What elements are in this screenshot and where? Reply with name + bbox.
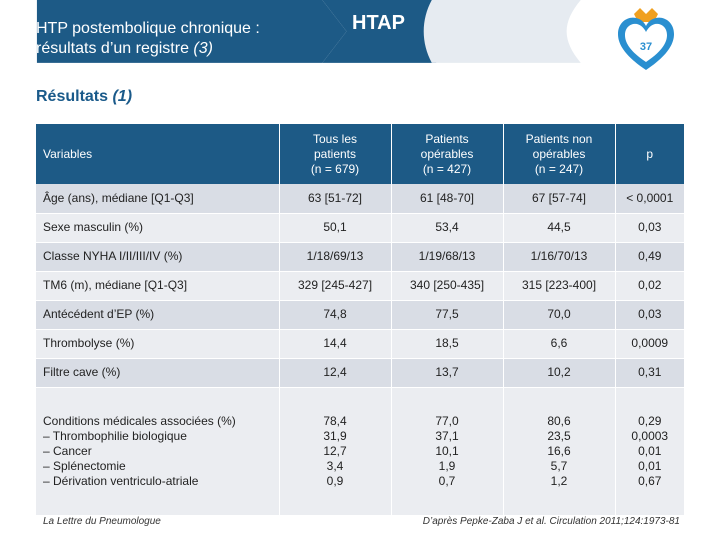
table-row-conditions [36,387,684,515]
cell-line: 77,0 [435,413,459,428]
cell-line: 37,1 [435,428,459,443]
cell-line: 0,29 [638,413,662,428]
cell-all: 50,1 [279,213,391,242]
cell-p: 0,03 [615,300,684,329]
cell-p: 0,31 [615,358,684,387]
slide-title-line2 [36,39,213,58]
cell-line: 5,7 [550,458,568,473]
cell-operable: 53,4 [391,213,503,242]
cell-all: 329 [245-427] [279,271,391,300]
table-row [36,242,684,271]
row-label: Filtre cave (%) [36,358,279,387]
cell-line: 1,2 [550,473,568,488]
cell-line: 0,01 [638,458,662,473]
cell-p: 0,02 [615,271,684,300]
cell-line: 80,6 [547,413,571,428]
section-heading [36,88,132,106]
cell-operable: 61 [48-70] [391,184,503,213]
table-row [36,213,684,242]
cell-inoperable: 67 [57-74] [503,184,615,213]
row-label-line: Conditions médicales associées (%) [43,413,236,428]
cell-line: 3,4 [326,458,344,473]
cell-line: 23,5 [547,428,571,443]
row-label: Antécédent d’EP (%) [36,300,279,329]
cell-inoperable: 10,2 [503,358,615,387]
cell-line: 0,0003 [631,428,669,443]
header-line: opérables [420,146,474,161]
row-label-line: – Dérivation ventriculo-atriale [43,473,199,488]
cell-line: 0,7 [438,473,456,488]
cell-all: 74,8 [279,300,391,329]
section-heading-ref: (1) [112,88,133,105]
cell-all: 63 [51-72] [279,184,391,213]
cell-operable: 77,5 [391,300,503,329]
table-row [36,300,684,329]
header-line: (n = 679) [310,161,360,176]
col-header-variables: Variables [36,124,279,184]
title-ref: (3) [193,40,213,57]
col-header-all [279,124,391,184]
cell-line: 0,9 [326,473,344,488]
row-label: TM6 (m), médiane [Q1-Q3] [36,271,279,300]
table-header-row [36,124,684,184]
slide-title-line1: HTP postembolique chronique : [36,20,260,37]
cell-line: 31,9 [323,428,347,443]
header [0,0,720,78]
cell-operable: 340 [250-435] [391,271,503,300]
header-line: (n = 247) [534,161,584,176]
row-label: Classe NYHA I/II/III/IV (%) [36,242,279,271]
header-line: opérables [532,146,586,161]
cell-line: 0,67 [638,473,662,488]
cell-inoperable [503,387,615,515]
col-header-inoperable [503,124,615,184]
cell-inoperable: 315 [223-400] [503,271,615,300]
col-header-p: p [615,124,684,184]
cell-line: 0,01 [638,443,662,458]
row-label: Âge (ans), médiane [Q1-Q3] [36,184,279,213]
table-row [36,329,684,358]
header-line: patients [313,146,357,161]
row-label [36,387,279,515]
cell-inoperable: 6,6 [503,329,615,358]
topic-label: HTAP [352,12,405,34]
cell-all: 12,4 [279,358,391,387]
col-header-operable [391,124,503,184]
header-line: Patients [425,131,469,146]
cell-inoperable: 70,0 [503,300,615,329]
cell-operable: 13,7 [391,358,503,387]
cell-inoperable: 44,5 [503,213,615,242]
badge-number: 37 [639,41,653,53]
cell-line: 12,7 [323,443,347,458]
header-line: Tous les [312,131,358,146]
cell-inoperable: 1/16/70/13 [503,242,615,271]
cell-p: 0,49 [615,242,684,271]
heart-logo-icon [612,4,680,74]
row-label-line: – Cancer [43,443,92,458]
table-row [36,358,684,387]
cell-line: 78,4 [323,413,347,428]
cell-p: 0,03 [615,213,684,242]
row-label: Thrombolyse (%) [36,329,279,358]
title-text: résultats d’un registre [36,40,194,57]
cell-operable [391,387,503,515]
table-row [36,184,684,213]
cell-operable: 18,5 [391,329,503,358]
cell-p: < 0,0001 [615,184,684,213]
header-line: (n = 427) [422,161,472,176]
row-label-line: – Thrombophilie biologique [43,428,187,443]
header-line: Patients non [525,131,593,146]
cell-all: 1/18/69/13 [279,242,391,271]
table-row [36,271,684,300]
results-table [36,124,684,516]
cell-line: 1,9 [438,458,456,473]
cell-p [615,387,684,515]
source-citation: D’après Pepke-Zaba J et al. Circulation 2011;124:1973-81 [422,516,680,527]
journal-name: La Lettre du Pneumologue [43,516,161,527]
section-heading-text: Résultats [36,88,113,105]
cell-line: 16,6 [547,443,571,458]
cell-line: 10,1 [435,443,459,458]
cell-all: 14,4 [279,329,391,358]
row-label: Sexe masculin (%) [36,213,279,242]
cell-p: 0,0009 [615,329,684,358]
cell-operable: 1/19/68/13 [391,242,503,271]
cell-all [279,387,391,515]
row-label-line: – Splénectomie [43,458,126,473]
